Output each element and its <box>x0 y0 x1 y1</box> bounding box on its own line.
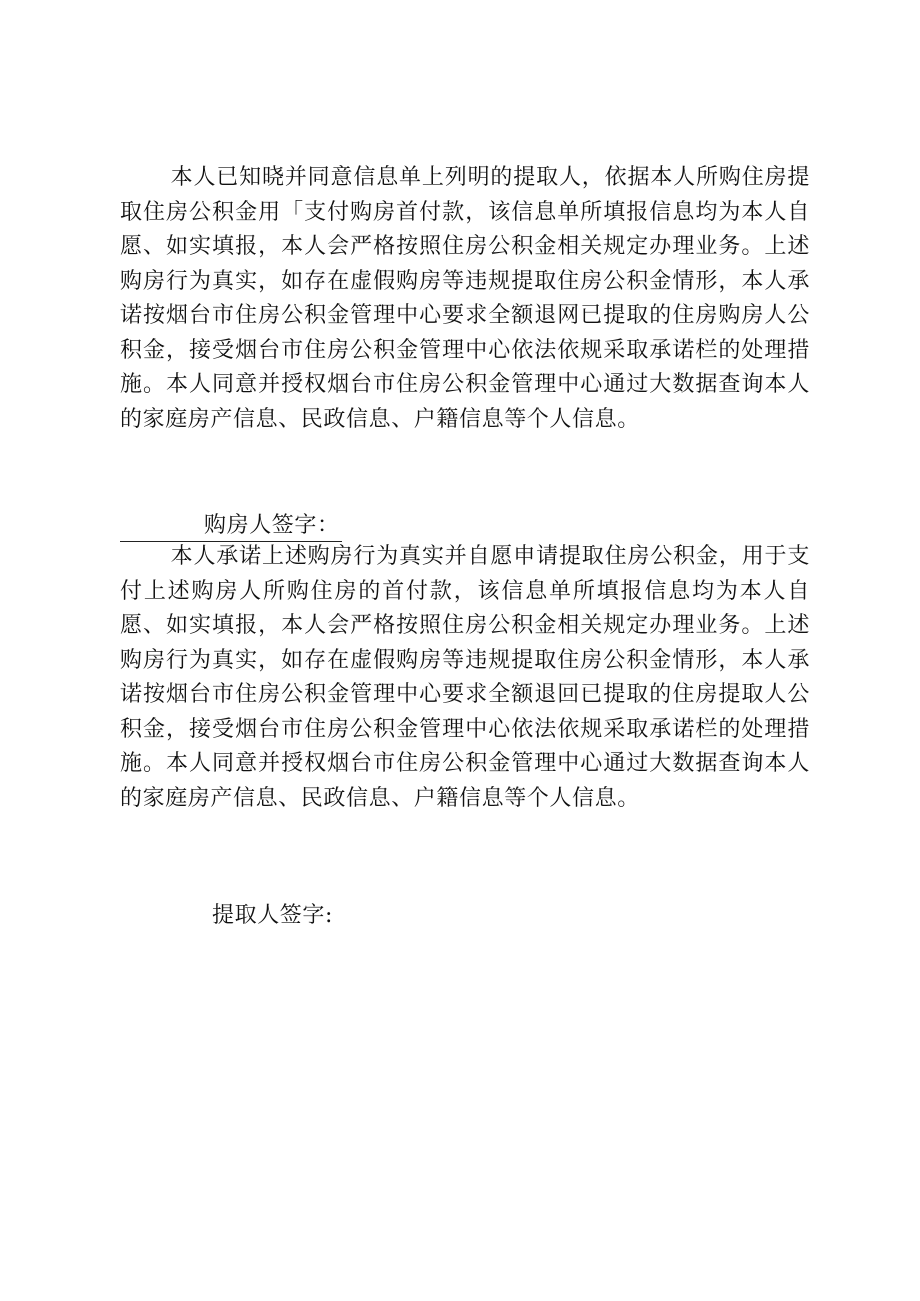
withdrawer-signature-label: 提取人签字: <box>212 903 334 928</box>
withdrawer-commitment-paragraph: 本人承诺上述购房行为真实并自愿申请提取住房公积金，用于支付上述购房人所购住房的首付款，该信息单所填报信息均为本人自愿、如实填报，本人会严格按照住房公积金相关规定办理业务。上述购房行为真实，如存在虚假购房等违规提取住房公积金情形，本人承诺按烟台市住房公积金管理中心要求全额退回已提取的住房提取人公积金，接受烟台市住房公积金管理中心依法依规采取承诺栏的处理措施。本人同意并授权烟台市住房公积金管理中心通过大数据查询本人的家庭房产信息、民政信息、户籍信息等个人信息。 <box>120 544 810 811</box>
purchaser-commitment-paragraph: 本人已知晓并同意信息单上列明的提取人，依据本人所购住房提取住房公积金用「支付购房首付款，该信息单所填报信息均为本人自愿、如实填报，本人会严格按照住房公积金相关规定办理业务。上述购房行为真实，如存在虚假购房等违规提取住房公积金情形，本人承诺按烟台市住房公积金管理中心要求全额退网已提取的住房购房人公积金，接受烟台市住房公积金管理中心依法依规采取承诺栏的处理措施。本人同意并授权烟台市住房公积金管理中心通过大数据查询本人的家庭房产信息、民政信息、户籍信息等个人信息。 <box>120 165 810 432</box>
purchaser-signature-line <box>120 511 342 542</box>
purchaser-signature-label: 购房人签字： <box>204 513 340 538</box>
